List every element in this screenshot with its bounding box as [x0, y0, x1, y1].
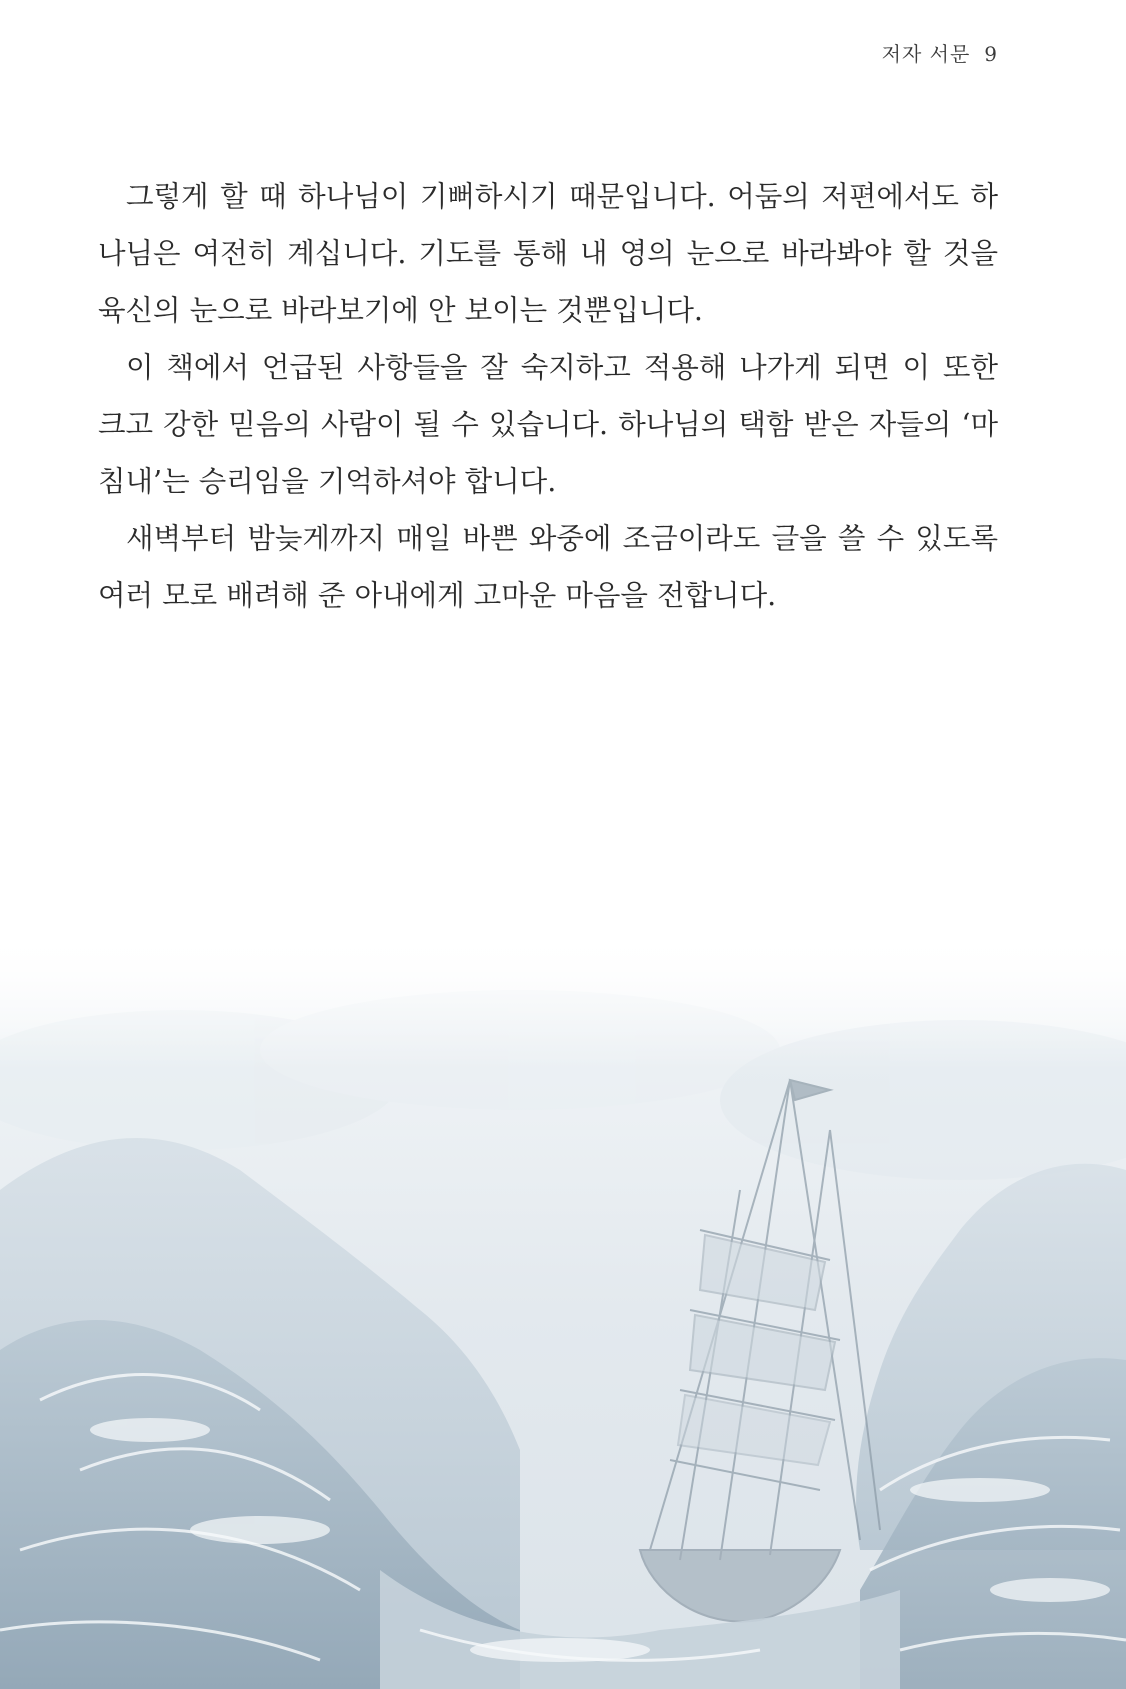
text-line: 나님은 여전히 계십니다. 기도를 통해 내 영의 눈으로 바라봐야 할 것을: [98, 237, 998, 270]
page-number: 9: [984, 42, 998, 66]
text-line: 육신의 눈으로 바라보기에 안 보이는 것뿐입니다.: [98, 294, 703, 327]
running-header: [882, 38, 998, 67]
text-line: 새벽부터 밤늦게까지 매일 바쁜 와중에 조금이라도 글을 쓸 수 있도록: [126, 522, 998, 555]
text-line: 이 책에서 언급된 사항들을 잘 숙지하고 적용해 나가게 되면 이 또한: [126, 351, 998, 384]
text-line: 여러 모로 배려해 준 아내에게 고마운 마음을 전합니다.: [98, 579, 777, 612]
section-title: 저자 서문: [881, 42, 971, 66]
paragraph-1: [98, 168, 998, 339]
text-line: 그렇게 할 때 하나님이 기뻐하시기 때문입니다. 어둠의 저편에서도 하: [126, 180, 998, 213]
paragraph-2: [98, 339, 998, 510]
stormy-sea-ship-illustration: [0, 930, 1126, 1689]
text-line: 크고 강한 믿음의 사람이 될 수 있습니다. 하나님의 택함 받은 자들의 ‘마: [98, 408, 998, 441]
text-line: 침내’는 승리임을 기억하셔야 합니다.: [98, 465, 557, 498]
body-text: [98, 168, 998, 624]
paragraph-3: [98, 510, 998, 624]
